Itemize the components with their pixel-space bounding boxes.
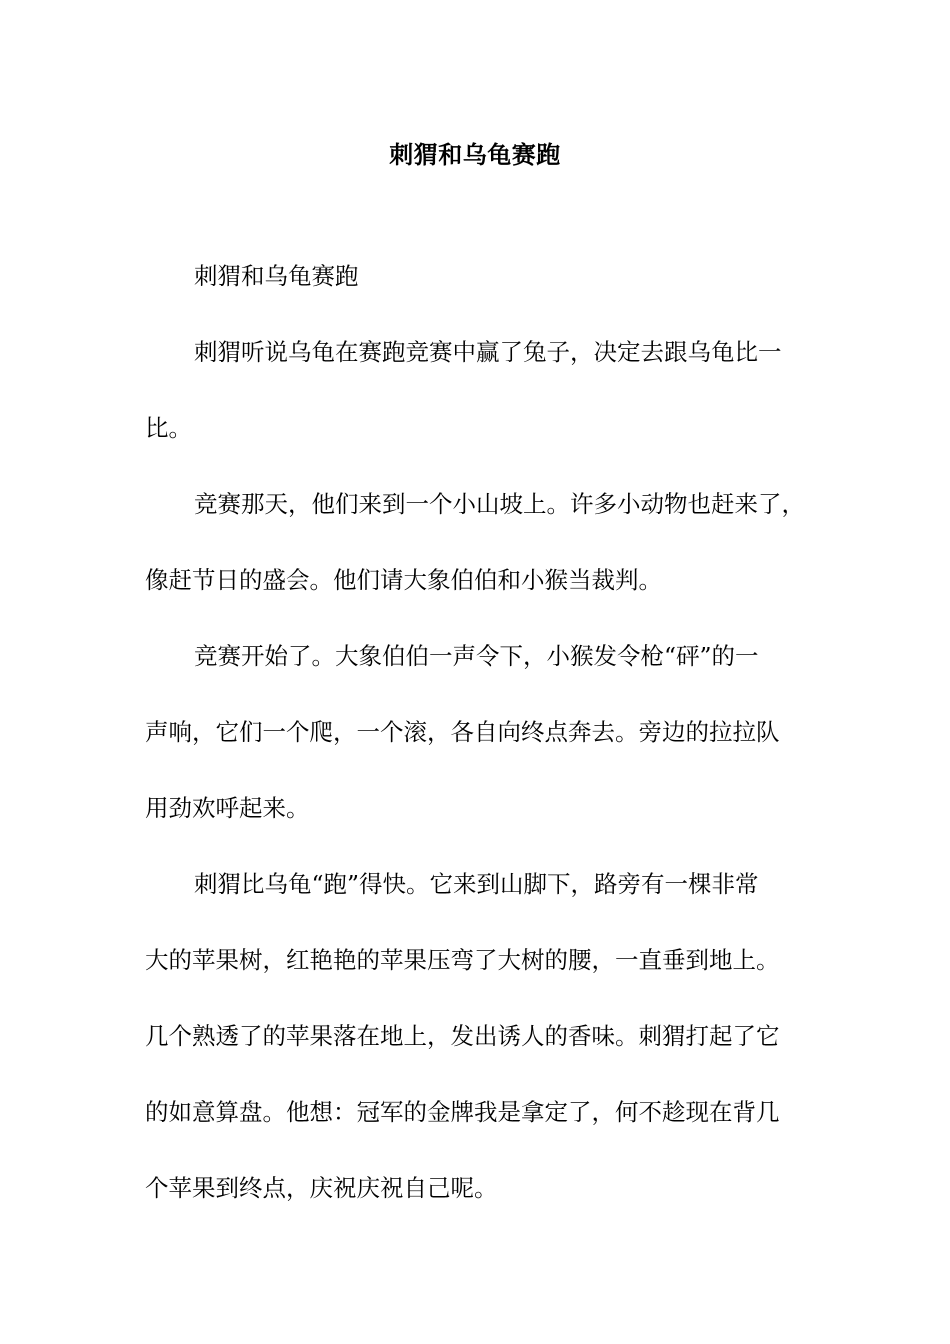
paragraph-4-line-3: 几个熟透了的苹果落在地上，发出诱人的香味。刺猬打起了它	[145, 1022, 780, 1050]
paragraph-4-line-4: 的如意算盘。他想：冠军的金牌我是拿定了，何不趁现在背几	[145, 1098, 780, 1126]
paragraph-3-line-3: 用劲欢呼起来。	[145, 794, 310, 822]
paragraph-heading-line: 刺猬和乌龟赛跑	[194, 262, 359, 290]
paragraph-4-line-2: 大的苹果树，红艳艳的苹果压弯了大树的腰，一直垂到地上。	[145, 946, 780, 974]
paragraph-4-line-5: 个苹果到终点，庆祝庆祝自己呢。	[145, 1174, 498, 1202]
paragraph-4-line-1: 刺猬比乌龟“跑”得快。它来到山脚下，路旁有一棵非常	[194, 870, 759, 898]
document-title: 刺猬和乌龟赛跑	[389, 140, 561, 169]
paragraph-2-line-1: 竞赛那天，他们来到一个小山坡上。许多小动物也赶来了，	[194, 490, 805, 518]
paragraph-3-line-1: 竞赛开始了。大象伯伯一声令下，小猴发令枪“砰”的一	[194, 642, 759, 670]
document-body	[145, 252, 810, 1240]
paragraph-1-line-1: 刺猬听说乌龟在赛跑竞赛中赢了兔子，决定去跟乌龟比一	[194, 338, 782, 366]
paragraph-2-line-2: 像赶节日的盛会。他们请大象伯伯和小猴当裁判。	[145, 566, 662, 594]
paragraph-3-line-2: 声响，它们一个爬，一个滚，各自向终点奔去。旁边的拉拉队	[145, 718, 780, 746]
paragraph-1-line-2: 比。	[145, 414, 192, 442]
